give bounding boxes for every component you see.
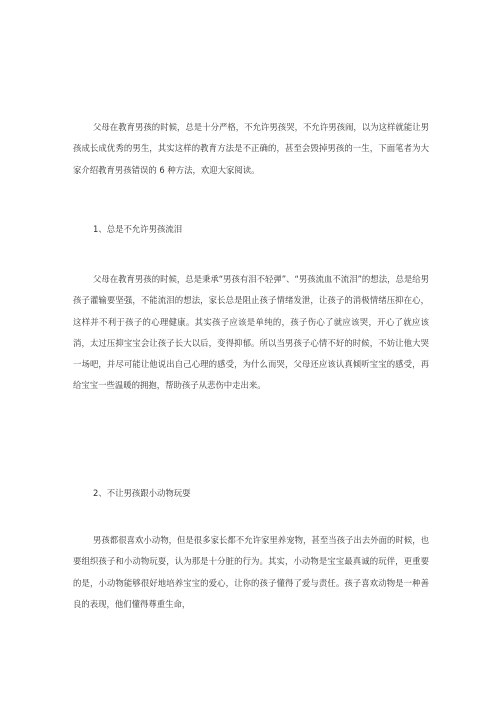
section-1-body: 父母在教育男孩的时候，总是秉承“男孩有泪不轻弹”、“男孩流血不流泪”的想法，总是给男孩子灌输要坚强，不能流泪的想法，家长总是阻止孩子情绪发泄，让孩子的消极情绪压抑在心，这样并不利于孩子的心理健康。其实孩子应该是单纯的，孩子伤心了就应该哭，开心了就应该消，太过压抑宝宝会让孩子长大以后，变得抑郁。所以当男孩子心情不好的时候，不妨让他大哭一场吧，并尽可能让他说出自己心理的感受，为什么而哭，父母还应该认真倾听宝宝的感受，再给宝宝一些温暖的拥抱，帮助孩子从悲伤中走出来。 — [73, 274, 429, 391]
intro-paragraph: 父母在教育男孩的时候，总是十分严格，不允许男孩哭，不允许男孩闹，以为这样就能让男孩成长成优秀的男生，其实这样的教育方法是不正确的，甚至会毁掉男孩的一生，下面笔者为大家介绍教育男孩错误的 6 种方法，欢迎大家阅读。 — [73, 122, 429, 175]
section-2-heading: 2、不让男孩跟小动物玩耍 — [93, 488, 191, 498]
section-1-heading: 1、总是不允许男孩流泪 — [93, 224, 183, 234]
section-2-body: 男孩都很喜欢小动物，但是很多家长都不允许家里养宠物，甚至当孩子出去外面的时候，也要组织孩子和小动物玩耍，认为那是十分脏的行为。其实，小动物是宝宝最真诚的玩伴，更重要的是，小动物能够很好地培养宝宝的爱心，让你的孩子懂得了爱与责任。孩子喜欢动物是一种善良的表现，他们懂得尊重生命， — [73, 535, 429, 609]
